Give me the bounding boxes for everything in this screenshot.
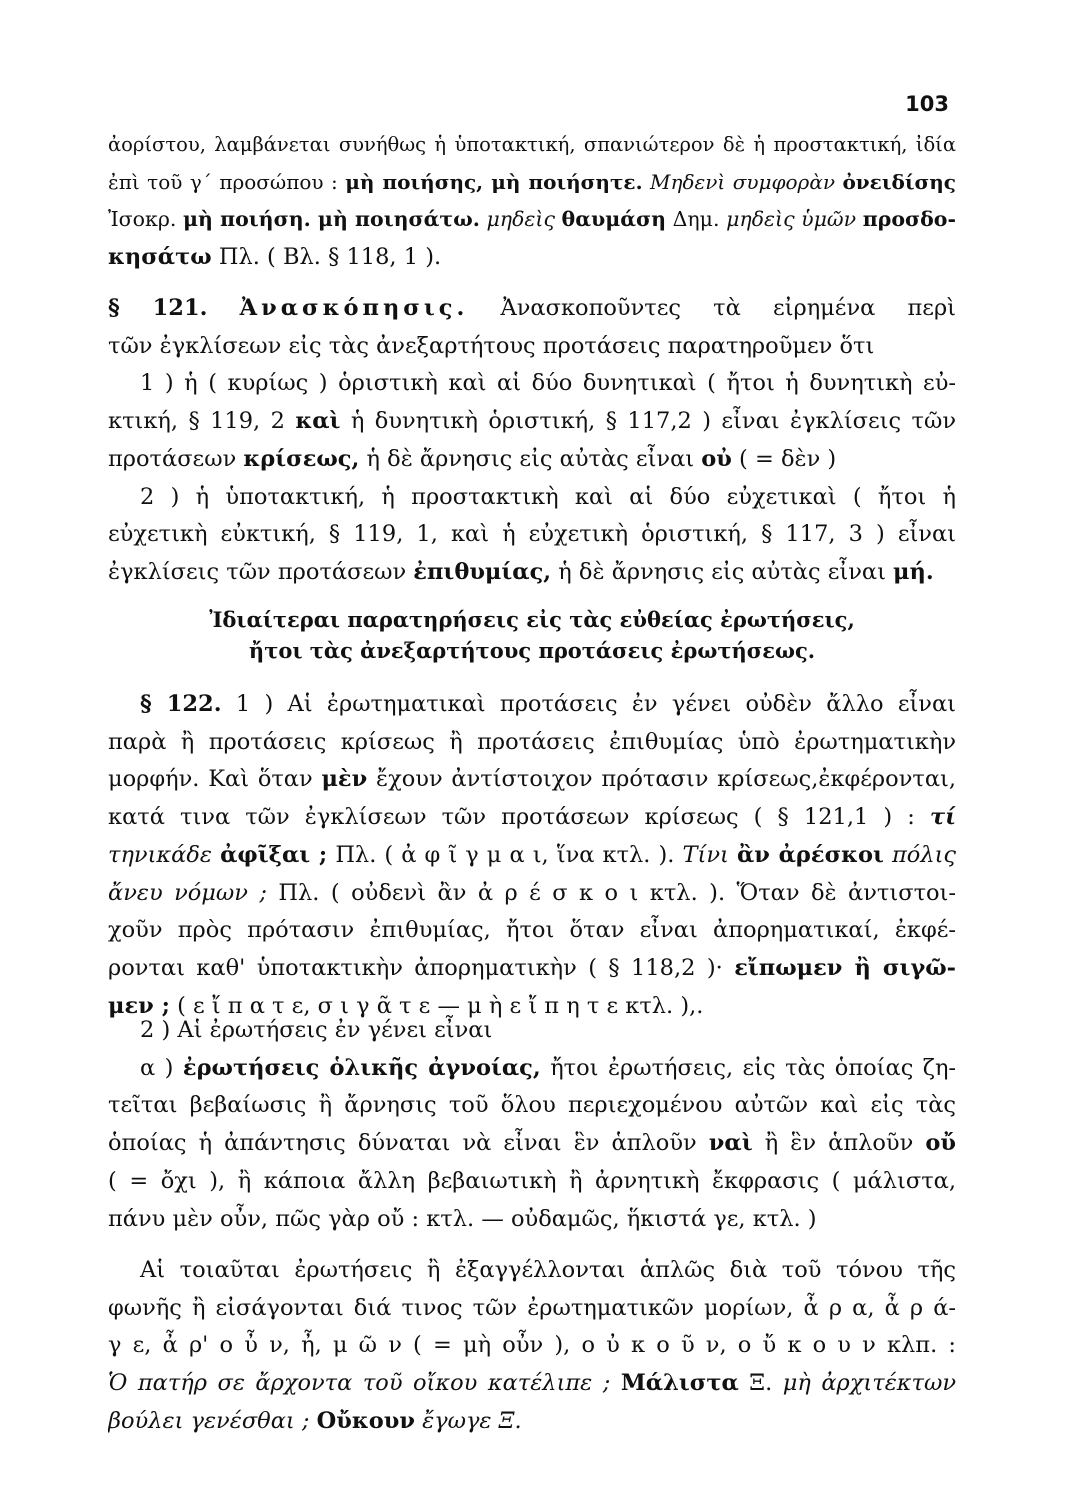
paragraph-particles (108, 1252, 956, 1441)
section-122 (108, 686, 956, 1025)
text-line: 2 ) Αἱ ἐρωτήσεις ἐν γένει εἶναι (140, 1017, 493, 1043)
text-line: ἐγκλίσεις τῶν προτάσεων ἐπιθυμίας, ἡ δὲ ἄρνησις εἰς αὐτὰς εἶναι μή. (108, 558, 934, 585)
text-line: Ὁ πατήρ σε ἄρχοντα τοῦ οἴκου κατέλιπε ; Μάλιστα Ξ. μὴ ἀρχιτέκτων (108, 1370, 956, 1397)
text-line: τῶν ἐγκλίσεων εἰς τὰς ἀνεξαρτήτους προτάσεις παρατηροῦμεν ὅτι (108, 332, 875, 359)
text-line: τηνικάδε ἀφῖξαι ; Πλ. ( ἀ φ ῖ γ μ α ι, ἵνα κτλ. ). Τίνι ἂν ἀρέσκοι πόλις (108, 841, 956, 868)
text-line: γ ε, ἆ ρ' ο ὖ ν, ἦ, μ ῶ ν ( = μὴ οὖν ), ο ὐ κ ο ῦ ν, ο ὔ κ ο υ ν κλπ. : (108, 1332, 956, 1359)
text-line: ὁποίας ἡ ἀπάντησις δύναται νὰ εἶναι ἓν ἁπλοῦν ναὶ ἢ ἓν ἁπλοῦν οὔ (108, 1130, 956, 1157)
text-line: χοῦν πρὸς πρότασιν ἐπιθυμίας, ἤτοι ὅταν εἶναι ἀπορηματικαί, ἐκφέ- (108, 917, 956, 944)
text-line: Ἰσοκρ. μὴ ποιήση. μὴ ποιησάτω. μηδεὶς θαυμάση Δημ. μηδεὶς ὑμῶν προσδο- (108, 207, 956, 232)
text-line: ἀορίστου, λαμβάνεται συνήθως ἡ ὑποτακτική, σπανιώτερον δὲ ἡ προστακτική, ἰδία (108, 133, 956, 156)
text-line: α ) ἐρωτήσεις ὁλικῆς ἀγνοίας, ἤτοι ἐρωτήσεις, εἰς τὰς ὁποίας ζη- (140, 1054, 956, 1081)
heading-line: ἤτοι τὰς ἀνεξαρτήτους προτάσεις ἐρωτήσεως. (248, 638, 816, 663)
subsection-heading (108, 604, 956, 666)
text-line: βούλει γενέσθαι ; Οὔκουν ἔγωγε Ξ. (108, 1407, 522, 1434)
text-line: § 122. 1 ) Αἱ ἐρωτηματικαὶ προτάσεις ἐν γένει οὐδὲν ἄλλο εἶναι (140, 691, 956, 717)
paragraph-question-types (108, 1012, 956, 1238)
text-line: ἄνευ νόμων ; Πλ. ( οὐδενὶ ἂν ἀ ρ έ σ κ ο ι κτλ. ). Ὅταν δὲ ἀντιστοι- (108, 879, 956, 906)
text-line: Αἱ τοιαῦται ἐρωτήσεις ἢ ἐξαγγέλλονται ἁπλῶς διὰ τοῦ τόνου τῆς (140, 1257, 956, 1283)
text-line: φωνῆς ἢ εἰσάγονται διά τινος τῶν ἐρωτηματικῶν μορίων, ἆ ρ α, ἆ ρ ά- (108, 1294, 956, 1321)
section-number: § 121. (108, 295, 208, 321)
text-line: πάνυ μὲν οὖν, πῶς γὰρ οὔ : κτλ. — οὐδαμῶς, ἥκιστά γε, κτλ. ) (108, 1205, 817, 1232)
text-line: § 121. Ἀνασκόπησις. Ἀνασκοποῦντες τὰ εἰρημένα περὶ (108, 295, 956, 321)
page-number: 103 (905, 92, 949, 116)
section-title: Ἀνασκόπησις. (239, 295, 469, 321)
text-line: μορφήν. Καὶ ὅταν μὲν ἔχουν ἀντίστοιχον πρότασιν κρίσεως,ἐκφέρονται, (108, 766, 956, 793)
heading-line: Ἰδιαίτεραι παρατηρήσεις εἰς τὰς εὐθείας ἐρωτήσεις, (209, 607, 855, 632)
text-line: κατά τινα τῶν ἐγκλίσεων τῶν προτάσεων κρίσεως ( § 121,1 ) : τί (108, 804, 956, 831)
text-line: τεῖται βεβαίωσις ἢ ἄρνησις τοῦ ὅλου περιεχομένου αὐτῶν καὶ εἰς τὰς (108, 1092, 956, 1119)
text-line: προτάσεων κρίσεως, ἡ δὲ ἄρνησις εἰς αὐτὰς εἶναι οὐ ( = δὲν ) (108, 445, 837, 472)
text-line: 1 ) ἡ ( κυρίως ) ὁριστικὴ καὶ αἱ δύο δυνητικαὶ ( ἤτοι ἡ δυνητικὴ εὐ- (140, 370, 956, 397)
text-line: ( = ὄχι ), ἢ κάποια ἄλλη βεβαιωτικὴ ἢ ἀρνητικὴ ἔκφρασις ( μάλιστα, (108, 1167, 956, 1194)
text-line: παρὰ ἢ προτάσεις κρίσεως ἢ προτάσεις ἐπιθυμίας ὑπὸ ἐρωτηματικὴν (108, 728, 956, 755)
text-line: ἐπὶ τοῦ γ΄ προσώπου : μὴ ποιήσης, μὴ ποιήσητε. Μηδενὶ συμφορὰν ὀνειδίσης (108, 169, 956, 194)
text-line: 2 ) ἡ ὑποτακτική, ἡ προστακτικὴ καὶ αἱ δύο εὐχετικαὶ ( ἤτοι ἡ (140, 483, 956, 510)
paragraph-prohibition (108, 126, 956, 277)
text-line: ρονται καθ' ὑποτακτικὴν ἀπορηματικὴν ( § 118,2 )· εἴπωμεν ἢ σιγῶ- (108, 954, 956, 981)
text-line: μεν ; ( ε ἴ π α τ ε, σ ι γ ᾶ τ ε — μ ὴ ε ἴ π η τ ε κτλ. ),. (108, 992, 704, 1019)
section-121 (108, 290, 956, 592)
text-line: κησάτω Πλ. ( Βλ. § 118, 1 ). (108, 244, 442, 271)
text-line: κτική, § 119, 2 καὶ ἡ δυνητικὴ ὁριστική, § 117,2 ) εἶναι ἐγκλίσεις τῶν (108, 408, 956, 435)
section-number: § 122. (140, 691, 222, 717)
text-line: εὐχετικὴ εὐκτική, § 119, 1, καὶ ἡ εὐχετικὴ ὁριστική, § 117, 3 ) εἶναι (108, 521, 956, 548)
